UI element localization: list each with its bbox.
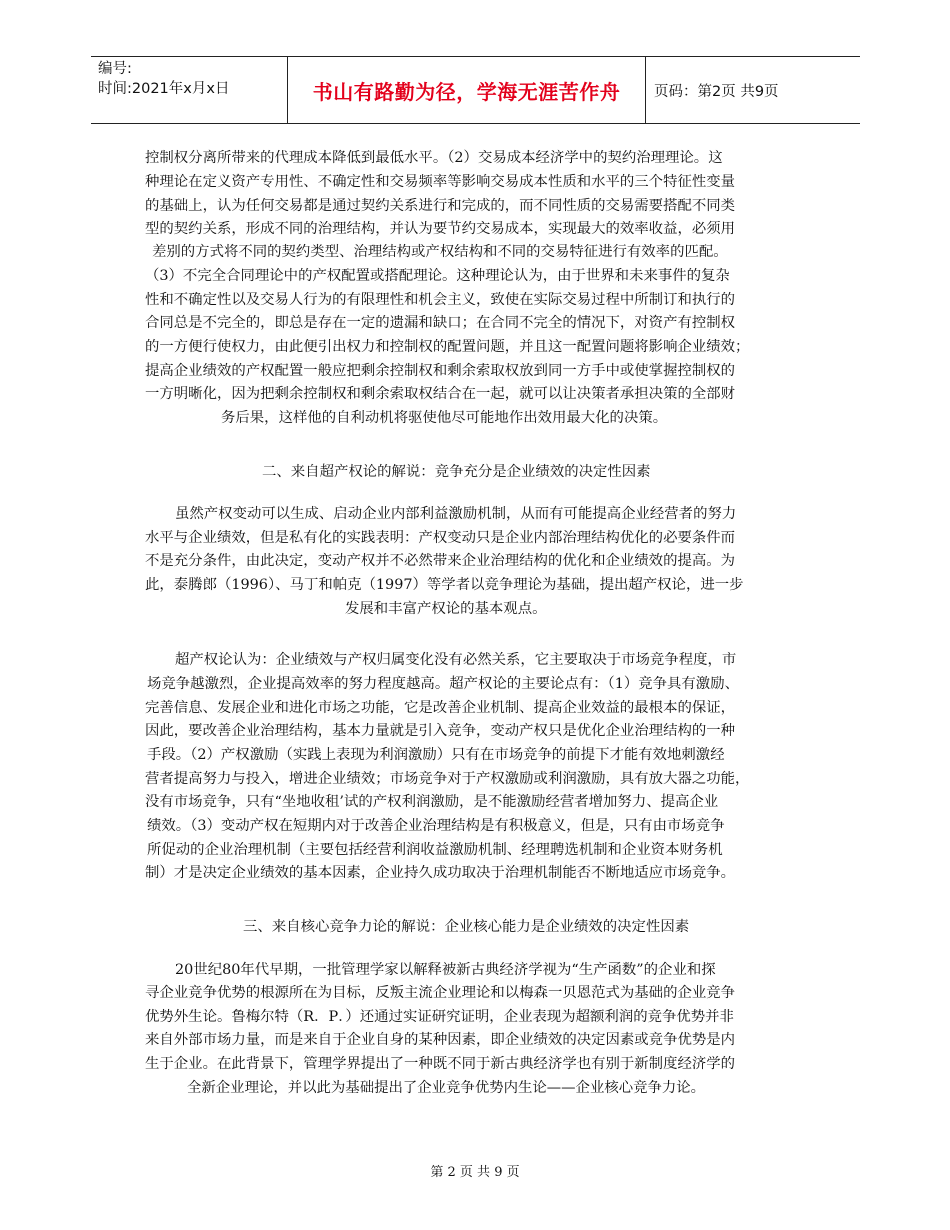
text-line: 虽然产权变动可以生成、启动企业内部利益激励机制，从而有可能提高企业经营者的努力 (175, 506, 737, 522)
section-heading-2: 二、来自超产权论的解说：竞争充分是企业绩效的决定性因素 (262, 464, 651, 480)
text-line: 因此，要改善企业治理结构，基本力量就是引入竞争，变动产权只是优化企业治理结构的一种 (145, 723, 736, 739)
header-meta (98, 59, 288, 99)
text-line: 没有市场竞争，只有“坐地收租’试的产权利润激励，是不能激励经营者增加努力、提高企业 (145, 794, 719, 810)
text-line: 全新企业理论，并以此为基础提出了企业竞争优势内生论——企业核心竞争力论。 (187, 1080, 706, 1096)
text-line: 水平与企业绩效，但是私有化的实践表明：产权变动只是企业内部治理结构优化的必要条件而 (145, 530, 736, 546)
text-line: （3）不完全合同理论中的产权配置或搭配理论。这种理论认为，由于世界和未来事件的复杂 (145, 268, 730, 284)
page-indicator: 页码：第2页 共9页 (654, 84, 779, 100)
text-line: 发展和丰富产权论的基本观点。 (345, 601, 547, 617)
text-line: 所促动的企业治理机制（主要包括经营利润收益激励机制、经理聘选机制和企业资本财务机 (147, 842, 723, 858)
page-footer: 第 2 页 共 9 页 (430, 1165, 520, 1180)
text-line: 优势外生论。鲁梅尔特（R．P．）还通过实证研究证明，企业表现为超额利润的竞争优势并非 (145, 1009, 734, 1025)
text-line: 性和不确定性以及交易人行为的有限理性和机会主义，致使在实际交易过程中所制订和执行的 (145, 292, 736, 308)
text-line: 提高企业绩效的产权配置一般应把剩余控制权和剩余索取权放到同一方手中或使掌握控制权的 (145, 363, 736, 379)
text-line: 的一方便行使权力，由此便引出权力和控制权的配置问题，并且这一配置问题将影响企业绩效； (145, 339, 750, 355)
serial-label: 编号: (98, 61, 132, 77)
text-line: 此，泰腾郎（1996）、马丁和帕克（1997）等学者以竞争理论为基础，提出超产权论，进一步 (145, 577, 744, 593)
text-line: 场竞争越激烈，企业提高效率的努力程度越高。超产权论的主要论点有：（1）竞争具有激励、 (147, 676, 739, 692)
date-label: 时间:2021年x月x日 (98, 81, 230, 97)
text-line: 差别的方式将不同的契约类型、治理结构或产权结构和不同的交易特征进行有效率的匹配。 (152, 244, 728, 260)
section-heading-3: 三、来自核心竞争力论的解说：企业核心能力是企业绩效的决定性因素 (243, 919, 690, 935)
text-line: 型的契约关系，形成不同的治理结构，并认为要节约交易成本，实现最大的效率收益，必须用 (145, 221, 736, 237)
text-line: 控制权分离所带来的代理成本降低到最低水平。（2）交易成本经济学中的契约治理理论。这 (145, 150, 723, 166)
text-line: 寻企业竞争优势的根源所在为目标，反叛主流企业理论和以梅森一贝恩范式为基础的企业竞争 (145, 985, 736, 1001)
text-line: 营者提高努力与投入，增进企业绩效；市场竞争对于产权激励或利润激励，具有放大器之功能， (145, 771, 750, 787)
text-line: 务后果，这样他的自利动机将驱使他尽可能地作出效用最大化的决策。 (221, 410, 668, 426)
text-line: 绩效。（3）变动产权在短期内对于改善企业治理结构是有积极意义，但是，只有由市场竞争 (147, 818, 725, 834)
text-line: 来自外部市场力量，而是来自于企业自身的某种因素，即企业绩效的决定因素或竞争优势是内 (145, 1032, 736, 1048)
text-line: 20世纪80年代早期，一批管理学家以解释被新古典经济学视为“生产函数”的企业和探 (175, 962, 716, 978)
text-line: 合同总是不完全的，即总是存在一定的遗漏和缺口；在合同不完全的情况下，对资产有控制权 (145, 315, 736, 331)
text-line: 制）才是决定企业绩效的基本因素，企业持久成功取决于治理机制能否不断地适应市场竞争。 (145, 865, 736, 881)
text-line: 生于企业。在此背景下，管理学界提出了一种既不同于新古典经济学也有别于新制度经济学的 (145, 1056, 736, 1072)
text-line: 超产权论认为：企业绩效与产权归属变化没有必然关系，它主要取决于市场竞争程度，市 (175, 652, 737, 668)
text-line: 的基础上，认为任何交易都是通过契约关系进行和完成的，而不同性质的交易需要搭配不同类 (145, 198, 736, 214)
text-line: 手段。（2）产权激励（实践上表现为利润激励）只有在市场竞争的前提下才能有效地刺激经 (147, 747, 725, 763)
text-line: 不是充分条件，由此决定，变动产权并不必然带来企业治理结构的优化和企业绩效的提高。为 (145, 553, 736, 569)
text-line: 一方明晰化，因为把剩余控制权和剩余索取权结合在一起，就可以让决策者承担决策的全部财 (145, 386, 736, 402)
header-motto-cell (287, 57, 646, 123)
text-line: 完善信息、发展企业和进化市场之功能，它是改善企业机制、提高企业效益的最根本的保证， (145, 700, 736, 716)
page-header (91, 56, 860, 124)
text-line: 种理论在定义资产专用性、不确定性和交易频率等影响交易成本性质和水平的三个特征性变量 (145, 174, 736, 190)
motto: 书山有路勤为径，学海无涯苦作舟 (312, 80, 621, 104)
